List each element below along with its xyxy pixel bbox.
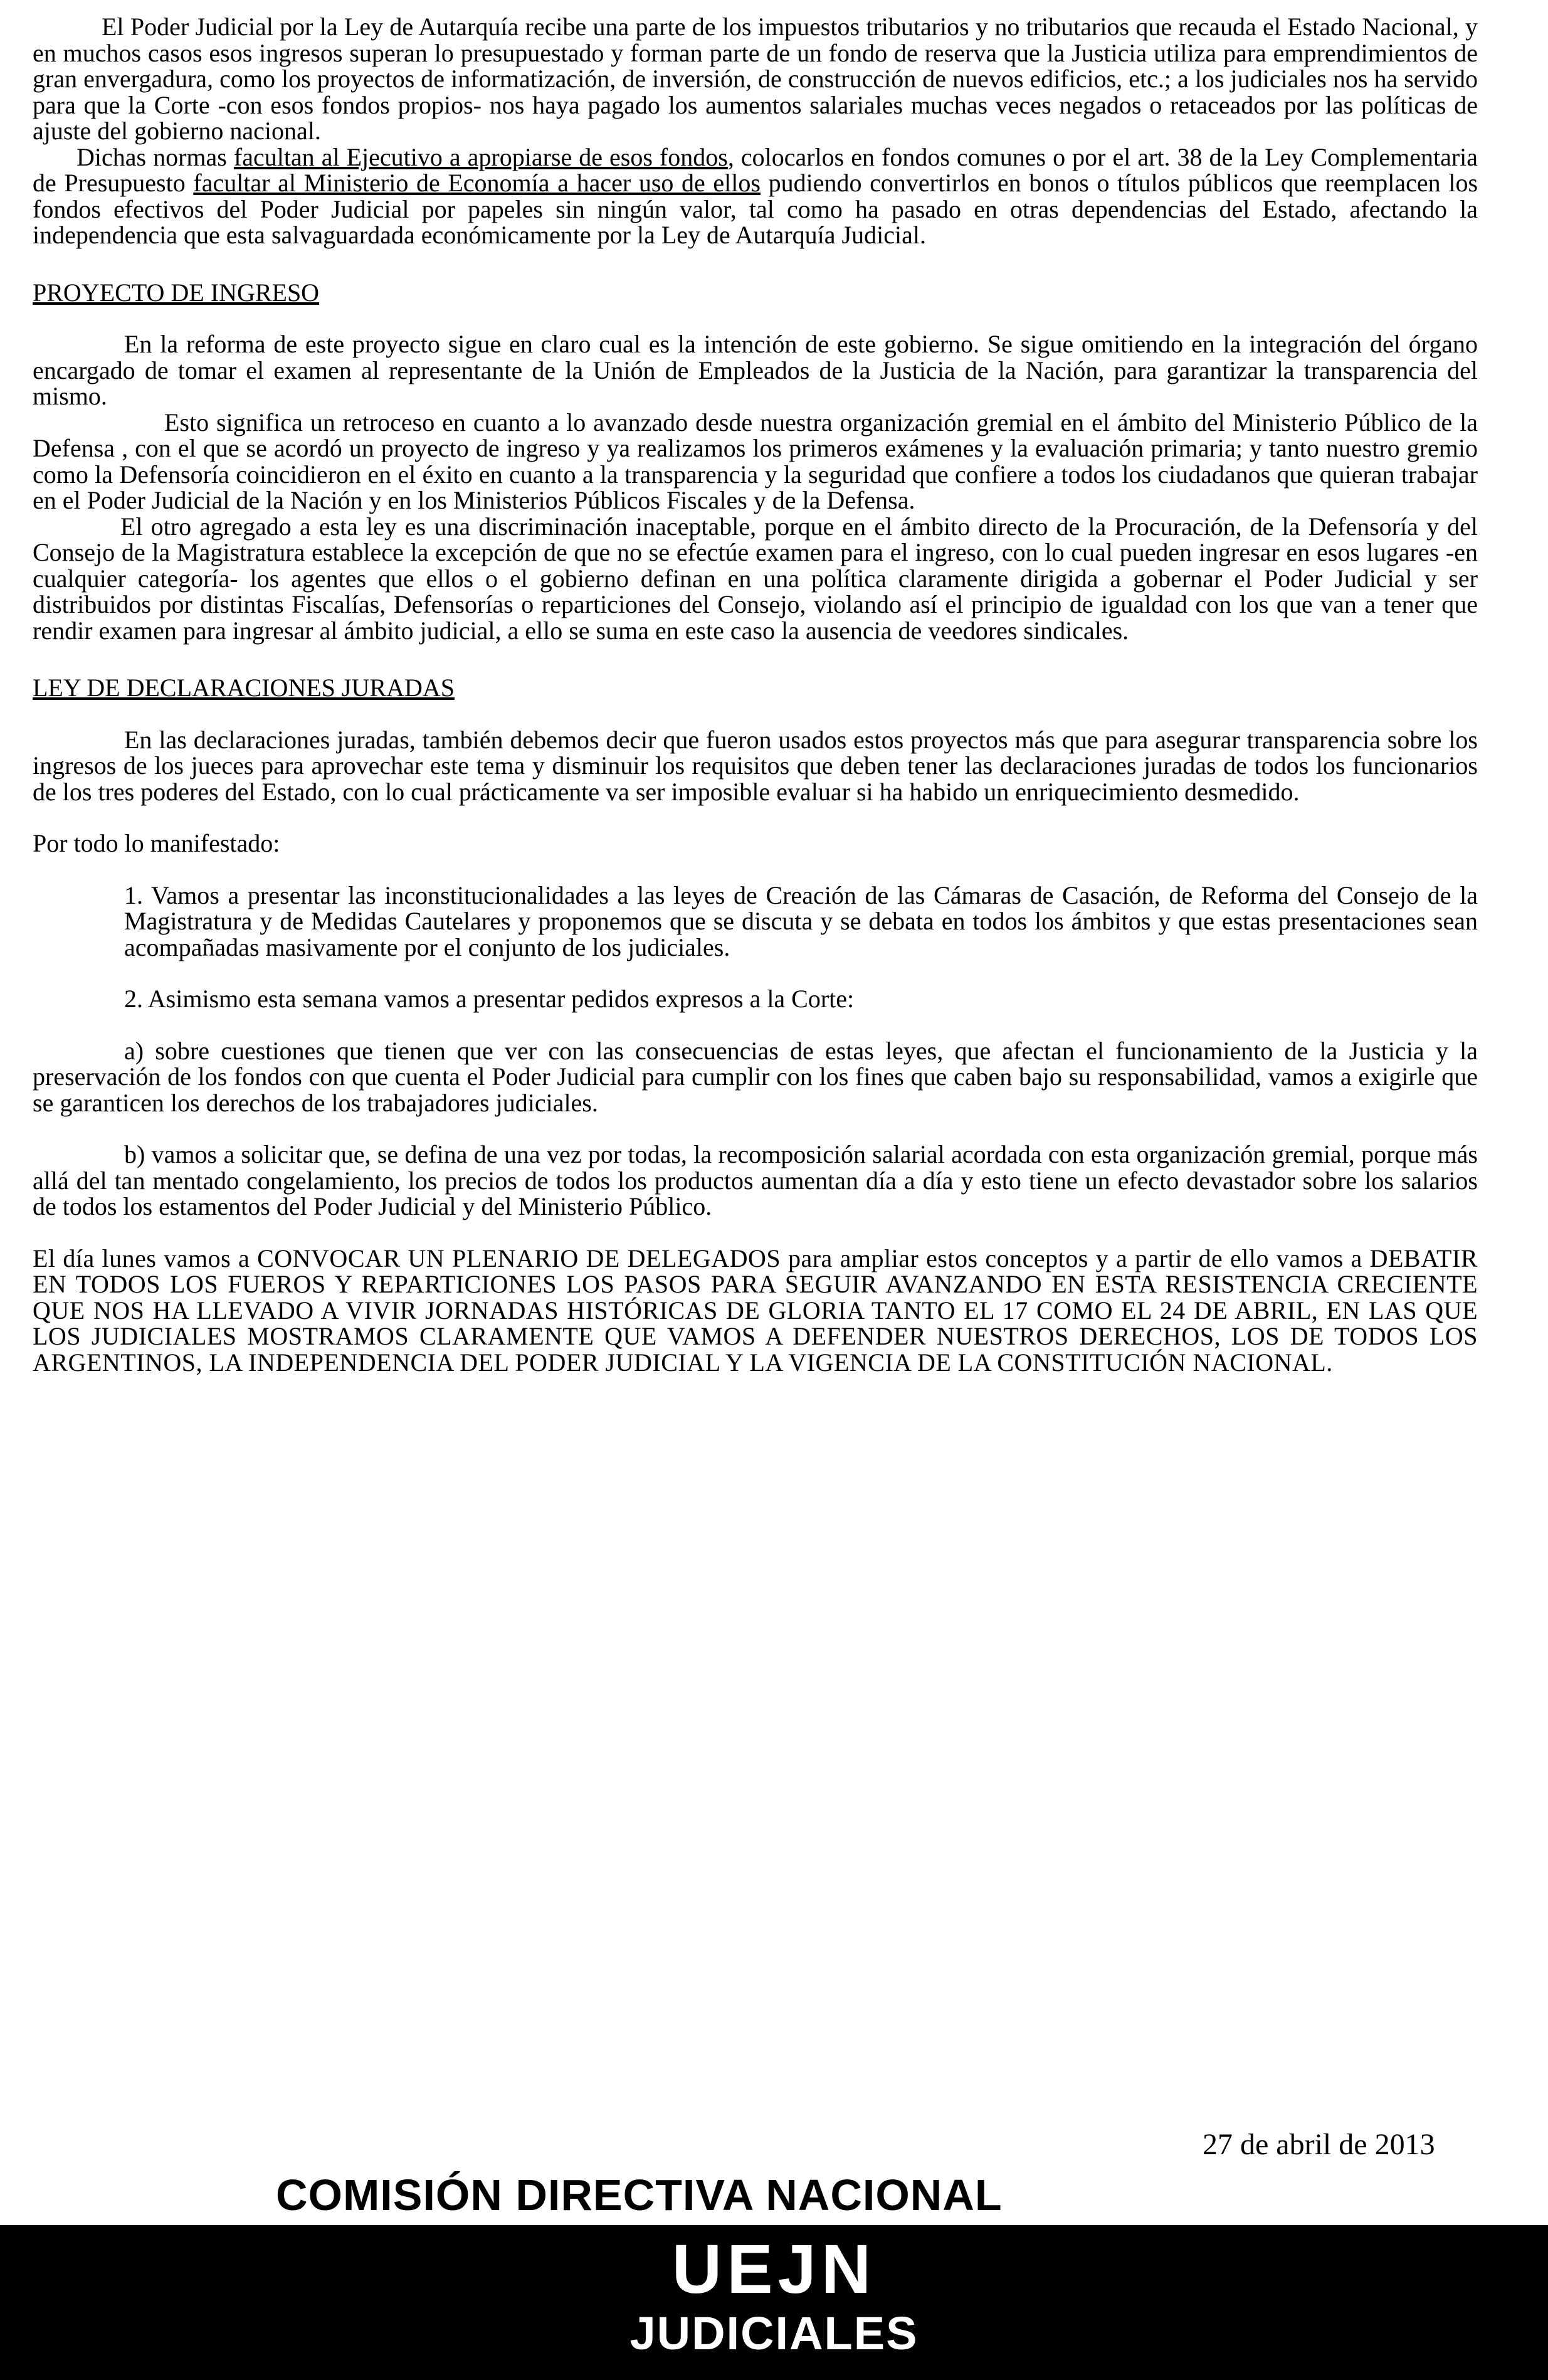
paragraph-reforma-proyecto: En la reforma de este proyecto sigue en claro cual es la intención de este gobierno. Se sigue omitiendo en la integración del órgano encargado de tomar el examen al representante de la Unión de Empleados de la Justicia de la Nación, para garantizar la transparencia del mismo. <box>33 330 1478 410</box>
paragraph-declaraciones: En las declaraciones juradas, también debemos decir que fueron usados estos proyectos más que para asegurar transparencia sobre los ingresos de los jueces para aprovechar este tema y disminuir los requisitos que deben tener las declaraciones juradas de todos los funcionarios de los tres poderes del Estado, con lo cual prácticamente va ser imposible evaluar si ha habido un enriquecimiento desmedido. <box>33 725 1478 806</box>
underlined-phrase: facultan al Ejecutivo a apropiarse de esos fondos <box>233 142 728 171</box>
paragraph-discriminacion: El otro agregado a esta ley es una discriminación inaceptable, porque en el ámbito directo de la Procuración, de la Defensoría y del Consejo de la Magistratura establece la excepción de que no se efectúe examen para el ingreso, con lo cual pueden ingresar en esos lugares -en cualquier categoría- los agentes que ellos o el gobierno definan en una política claramente dirigida a gobernar el Poder Judicial y ser distribuidos por distintas Fiscalías, Defensorías o reparticiones del Consejo, violando así el principio de igualdad con los que van a tener que rendir examen para ingresar al ámbito judicial, a ello se suma en este caso la ausencia de veedores sindicales. <box>33 512 1478 645</box>
paragraph-autarquia: El Poder Judicial por la Ley de Autarquía recibe una parte de los impuestos tributarios y no tributarios que recauda el Estado Nacional, y en muchos casos esos ingresos superan lo presupuestado y forman parte de un fondo de reserva que la Justicia utiliza para emprendimientos de gran envergadura, como los proyectos de informatización, de inversión, de construcción de nuevos edificios, etc.; a los judiciales nos ha servido para que la Corte -con esos fondos propios- nos haya pagado los aumentos salariales muchas veces negados o retaceados por las políticas de ajuste del gobierno nacional. <box>33 13 1478 145</box>
underlined-phrase: facultar al Ministerio de Economía a hacer uso de ellos <box>193 169 761 197</box>
footer-acronym: UEJN <box>671 2231 877 2308</box>
list-item-b: b) vamos a solicitar que, se defina de una vez por todas, la recomposición salarial acordada con esta organización gremial, porque más allá del tan mentado congelamiento, los precios de todos los productos aumentan día a día y esto tiene un efecto devastador sobre los salarios de todos los estamentos del Poder Judicial y del Ministerio Público. <box>33 1140 1478 1220</box>
paragraph-dichas-normas <box>33 144 1478 248</box>
paragraph-text: , colocarlos en fondos comunes o por el art. 38 de la Ley Complementaria de Presupuesto <box>33 142 1478 197</box>
footer-subtitle: JUDICIALES <box>629 2307 919 2359</box>
section-heading-declaraciones-juradas: LEY DE DECLARACIONES JURADAS <box>33 674 455 702</box>
paragraph-retroceso: Esto significa un retroceso en cuanto a lo avanzado desde nuestra organización gremial en el ámbito del Ministerio Público de la Defensa , con el que se acordó un proyecto de ingreso y ya realizamos los primeros exámenes y la evaluación primaria; y tanto nuestro gremio como la Defensoría coincidieron en el éxito en cuanto a la transparencia y la seguridad que confiere a todos los ciudadanos que quieran trabajar en el Poder Judicial de la Nación y en los Ministerios Públicos Fiscales y de la Defensa. <box>33 408 1478 514</box>
list-item-a: a) sobre cuestiones que tienen que ver con las consecuencias de estas leyes, que afectan el funcionamiento de la Justicia y la preservación de los fondos con que cuenta el Poder Judicial para cumplir con los fines que caben bajo su responsabilidad, vamos a exigirle que se garanticen los derechos de los trabajadores judiciales. <box>33 1036 1478 1117</box>
paragraph-text: pudiendo convertirlos en bonos o títulos públicos que reemplacen los fondos efectivos del Poder Judicial por papeles sin ningún valor, tal como ha pasado en otras dependencias del Estado, afectando la independencia que esta salvaguardada económicamente por la Ley de Autarquía Judicial. <box>33 169 1478 249</box>
signature-commission: COMISIÓN DIRECTIVA NACIONAL <box>276 2171 1003 2219</box>
paragraph-por-todo: Por todo lo manifestado: <box>33 829 280 857</box>
paragraph-text: Dichas normas <box>76 142 234 171</box>
section-heading-proyecto-ingreso: PROYECTO DE INGRESO <box>33 278 320 307</box>
document-date: 27 de abril de 2013 <box>1203 2128 1435 2161</box>
document-body <box>33 14 1478 1375</box>
list-item-pedidos-corte: 2. Asimismo esta semana vamos a presentar pedidos expresos a la Corte: <box>124 985 855 1013</box>
list-item-inconstitucionalidades: 1. Vamos a presentar las inconstitucionalidades a las leyes de Creación de las Cámaras de Casación, de Reforma del Consejo de la Magistratura y de Medidas Cautelares y proponemos que se discuta y se debata en todos los ámbitos y que estas presentaciones sean acompañadas masivamente por el conjunto de los judiciales. <box>124 881 1478 961</box>
paragraph-plenario: El día lunes vamos a CONVOCAR UN PLENARIO DE DELEGADOS para ampliar estos conceptos y a partir de ello vamos a DEBATIR EN TODOS LOS FUEROS Y REPARTICIONES LOS PASOS PARA SEGUIR AVANZANDO EN ESTA RESISTENCIA CRECIENTE QUE NOS HA LLEVADO A VIVIR JORNADAS HISTÓRICAS DE GLORIA TANTO EL 17 COMO EL 24 DE ABRIL, EN LAS QUE LOS JUDICIALES MOSTRAMOS CLARAMENTE QUE VAMOS A DEFENDER NUESTROS DERECHOS, LOS DE TODOS LOS ARGENTINOS, LA INDEPENDENCIA DEL PODER JUDICIAL Y LA VIGENCIA DE LA CONSTITUCIÓN NACIONAL. <box>33 1244 1478 1377</box>
